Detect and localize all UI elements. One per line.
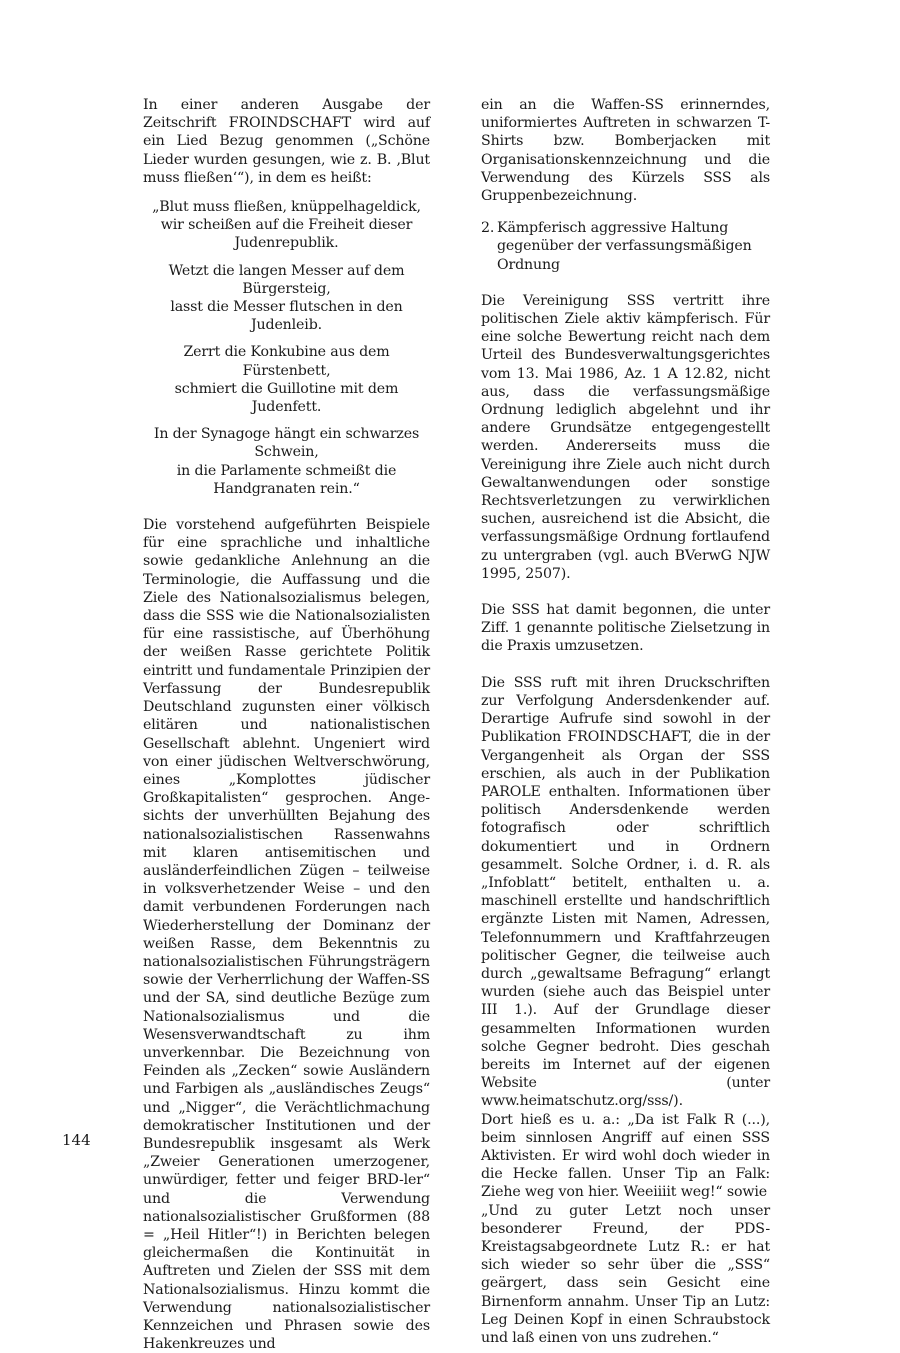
analysis-paragraph: Die vorstehend aufgeführten Beispiele für eine sprachliche und inhaltliche sowie gedankliche Anlehnung an die Terminologie, die Auffassung und die Ziele des Nationalsozialismus belegen, dass die SSS wie die Nationalsozialisten für eine rassistische, auf Überhöhung der weißen Rasse gerichtete Politik eintritt und fundamentale Prinzipien der Verfassung der Bundesrepublik Deutschland zugunsten einer völkisch elitären und nationalistischen Gesellschaft ablehnt. Ungeniert wird von einer jüdischen Weltverschwörung, eines „Komplottes jüdischer Großkapitalisten“ gesprochen. Angesichts der unverhüllten Bejahung des nationalsozialistischen Rassenwahns mit klaren antisemitischen und ausländerfeindlichen Zügen – teilweise in volksverhetzender Weise – und den damit verbundenen Forderungen nach Wiederherstellung der Dominanz der weißen Rasse, dem Bekenntnis zu nationalsozialistischen Führungsträgern sowie der Verherrlichung der Waffen-SS und der SA, sind deutliche Bezüge zum Nationalsozialismus und die Wesensverwandtschaft zu ihm unverkennbar. Die Bezeichnung von Feinden als „Zecken“ sowie Ausländern und Farbigen als „ausländisches Zeugs“ und „Nigger“, die Verächtlichmachung demokratischer Institutionen und der Bundesrepublik insgesamt als Werk „Zweier Generationen umerzogener, unwürdiger, fetter und feiger BRD-ler“ und die Verwendung nationalsozialistischer Grußformen (88 = „Heil Hitler“!) in Berichten belegen gleichermaßen die Kontinuität in Auftreten und Zielen der SSS mit dem Nationalsozialismus. Hinzu kommt die Verwendung nationalsozialistischer Kennzeichen und Phrasen sowie des Hakenkreuzes und bbox=[143, 517, 430, 1353]
song-quote bbox=[143, 198, 430, 498]
poem-line: In der Synagoge hängt ein schwarzes Schwein, bbox=[153, 426, 420, 461]
poem-line: lasst die Messer flutschen in den Judenleib. bbox=[170, 299, 403, 334]
body-paragraph: Die SSS hat damit begonnen, die unter Ziff. 1 genannte politische Zielsetzung in die Praxis umzusetzen. bbox=[481, 602, 770, 655]
poem-stanza bbox=[143, 262, 430, 335]
page-number: 144 bbox=[62, 1131, 91, 1149]
poem-stanza bbox=[143, 198, 430, 253]
continuation-paragraph: ein an die Waffen-SS erinnerndes, uniformiertes Auftreten in schwarzen T-Shirts bzw. Bomberjacken mit Organisationskennzeichnung und die Verwendung des Kürzels SSS als Gruppenbezeichnung. bbox=[481, 97, 770, 205]
poem-line: Wetzt die langen Messer auf dem Bürgersteig, bbox=[168, 262, 405, 297]
quote-paragraph: „Und zu guter Letzt noch unser besonderer Freund, der PDS-Kreistagsabgeordnete Lutz R.: er hat sich wieder so sehr über die „SSS“ geärgert, dass sein Gesicht eine Birnenform annahm. Unser Tip an Lutz: Leg Deinen Kopf in einen Schraubstock und laß einen von uns zudrehen.“ bbox=[481, 1202, 770, 1346]
poem-line: „Blut muss fließen, knüppelhageldick, bbox=[152, 199, 421, 216]
poem-line: Zerrt die Konkubine aus dem Fürstenbett, bbox=[183, 344, 390, 379]
intro-paragraph: In einer anderen Ausgabe der Zeitschrift FROINDSCHAFT wird auf ein Lied Bezug genommen („Schöne Lieder wurden gesungen, wie z. B. ‚Blut muss fließen‘“), in dem es heißt: bbox=[143, 97, 430, 186]
body-paragraph: Die Vereinigung SSS vertritt ihre politischen Ziele aktiv kämpferisch. Für eine solche Bewertung reicht nach dem Urteil des Bundesverwaltungsgerichtes vom 13. Mai 1986, Az. 1 A 12.82, nicht aus, dass die verfassungsmäßige Ordnung lediglich abgelehnt und ihr andere Grundsätze entgegengestellt werden. Andererseits muss die Vereinigung ihre Ziele auch nicht durch Gewaltanwendungen oder sonstige Rechtsverletzungen zu verwirklichen suchen, ausreichend ist die Absicht, die verfassungsmäßige Ordnung fortlaufend zu untergraben (vgl. auch BVerwG NJW 1995, 2507). bbox=[481, 292, 770, 582]
section-number: 2. bbox=[481, 220, 495, 237]
quote-paragraph: Dort hieß es u. a.: „Da ist Falk R (...), beim sinnlosen Angriff auf einen SSS Aktivisten. Er wird wohl doch wieder in die Hecke fallen. Unser Tip an Falk: Ziehe weg von hier. Weeiiiit weg!“ sowie bbox=[481, 1111, 770, 1201]
poem-stanza bbox=[143, 343, 430, 416]
section-heading-2 bbox=[481, 219, 770, 274]
left-column bbox=[143, 96, 430, 1353]
poem-line: in die Parlamente schmeißt die Handgranaten rein.“ bbox=[176, 462, 397, 497]
poem-stanza bbox=[143, 425, 430, 498]
poem-line: wir scheißen auf die Freiheit dieser Judenrepublik. bbox=[160, 217, 413, 252]
right-column bbox=[481, 96, 770, 1347]
section-title: Kämpferisch aggressive Haltung gegenüber der verfassungsmäßigen Ordnung bbox=[497, 220, 752, 273]
body-paragraph: Die SSS ruft mit ihren Druckschriften zur Verfolgung Andersdenkender auf. Derartige Aufrufe sind sowohl in der Publikation FROINDSCHAFT, die in der Vergangenheit als Organ der SSS erschien, als auch in der Publikation PAROLE enthalten. Informationen über politisch Andersdenkende werden fotografisch oder schriftlich dokumentiert und in Ordnern gesammelt. Solche Ordner, i. d. R. als „Infoblatt“ betitelt, enthalten u. a. maschinell erstellte und handschriftlich ergänzte Listen mit Namen, Adressen, Telefonnummern und Kraftfahrzeugen politischer Gegner, die teilweise auch durch „gewaltsame Befragung“ erlangt wurden (siehe auch das Beispiel unter III 1.). Auf der Grundlage dieser gesammelten Informationen wurden solche Gegner bedroht. Dies geschah bereits im Internet auf der eigenen Website (unter www.heimatschutz.org/sss/). bbox=[481, 674, 770, 1110]
poem-line: schmiert die Guillotine mit dem Judenfett. bbox=[174, 380, 399, 416]
